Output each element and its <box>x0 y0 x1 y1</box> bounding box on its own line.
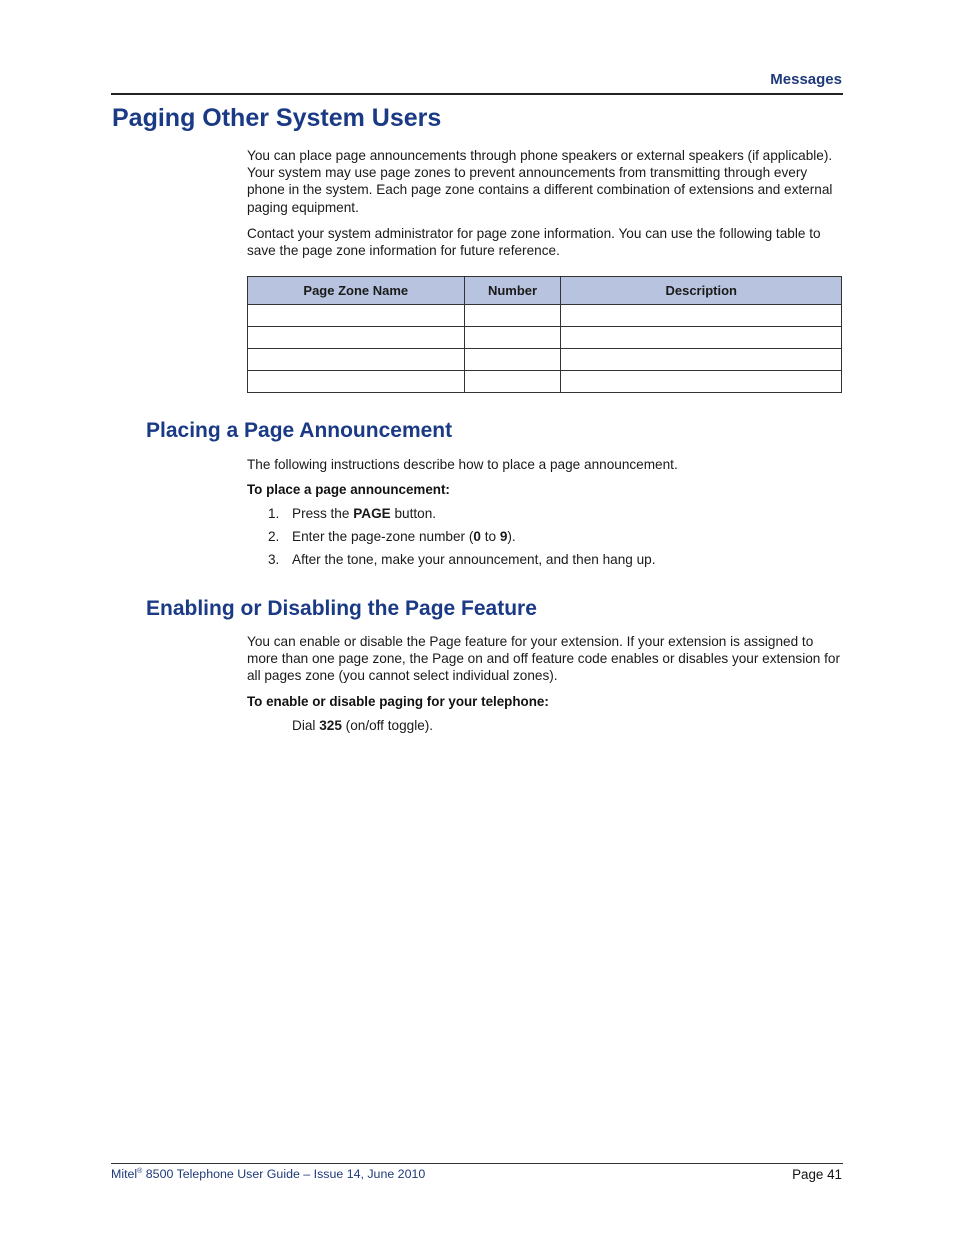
step-text: ). <box>507 529 516 544</box>
dial-text: Dial <box>292 718 320 733</box>
table-cell <box>248 349 465 371</box>
page-zone-table <box>247 276 842 393</box>
page-number: Page 41 <box>792 1167 842 1182</box>
step-text: to <box>480 529 500 544</box>
table-cell <box>464 371 561 393</box>
table-row <box>248 349 842 371</box>
header-rule <box>111 93 843 95</box>
placing-intro: The following instructions describe how to place a page announcement. <box>247 457 678 472</box>
table-row <box>248 305 842 327</box>
enabling-procedure-label: To enable or disable paging for your telephone: <box>247 694 549 709</box>
column-header-description: Description <box>561 277 842 305</box>
feature-code: 325 <box>319 718 342 733</box>
digit-start: 0 <box>473 529 481 544</box>
step-1 <box>268 506 436 521</box>
step-text: button. <box>390 506 437 521</box>
dial-instruction <box>292 718 433 733</box>
page-title: Paging Other System Users <box>112 104 442 132</box>
step-number: 1. <box>268 506 280 521</box>
step-number: 3. <box>268 552 280 567</box>
table-header-row <box>248 277 842 305</box>
section-label: Messages <box>770 71 842 88</box>
step-2 <box>268 529 516 544</box>
table-cell <box>248 305 465 327</box>
enabling-heading: Enabling or Disabling the Page Feature <box>146 597 537 620</box>
step-3 <box>268 552 656 567</box>
footer-doc-info: 8500 Telephone User Guide – Issue 14, June 2010 <box>142 1167 426 1181</box>
table-cell <box>561 371 842 393</box>
column-header-page-zone-name: Page Zone Name <box>248 277 465 305</box>
table-row <box>248 327 842 349</box>
table-row <box>248 371 842 393</box>
footer-rule <box>111 1163 843 1164</box>
key-name: PAGE <box>353 506 391 521</box>
table-cell <box>248 371 465 393</box>
enabling-intro: You can enable or disable the Page feature for your extension. If your extension is assigned to more than one page zone, the Page on and off feature code enables or disables your extension for all pages zone (you cannot select individual zones). <box>247 634 841 684</box>
table-cell <box>561 305 842 327</box>
step-number: 2. <box>268 529 280 544</box>
placing-heading: Placing a Page Announcement <box>146 419 453 442</box>
table-cell <box>464 327 561 349</box>
step-text: Enter the page-zone number ( <box>292 529 474 544</box>
step-text: After the tone, make your announcement, and then hang up. <box>292 552 656 567</box>
footer-brand: Mitel <box>111 1167 138 1181</box>
table-cell <box>464 305 561 327</box>
digit-end: 9 <box>499 529 508 544</box>
intro-paragraph-2: Contact your system administrator for page zone information. You can use the following table to save the page zone information for future reference. <box>247 226 821 259</box>
registered-mark: ® <box>137 1167 143 1175</box>
step-text: Press the <box>292 506 354 521</box>
placing-procedure-label: To place a page announcement: <box>247 482 450 497</box>
table-cell <box>561 349 842 371</box>
table-cell <box>464 349 561 371</box>
table-cell <box>248 327 465 349</box>
footer-document-title <box>111 1167 425 1181</box>
table-cell <box>561 327 842 349</box>
dial-text: (on/off toggle). <box>341 718 434 733</box>
column-header-number: Number <box>464 277 561 305</box>
intro-paragraph-1: You can place page announcements through phone speakers or external speakers (if applicable). Your system may use page zones to prevent announcements from transmitting through every phone in the system. Each page zone contains a different combination of extensions and external paging equipment. <box>247 148 833 215</box>
